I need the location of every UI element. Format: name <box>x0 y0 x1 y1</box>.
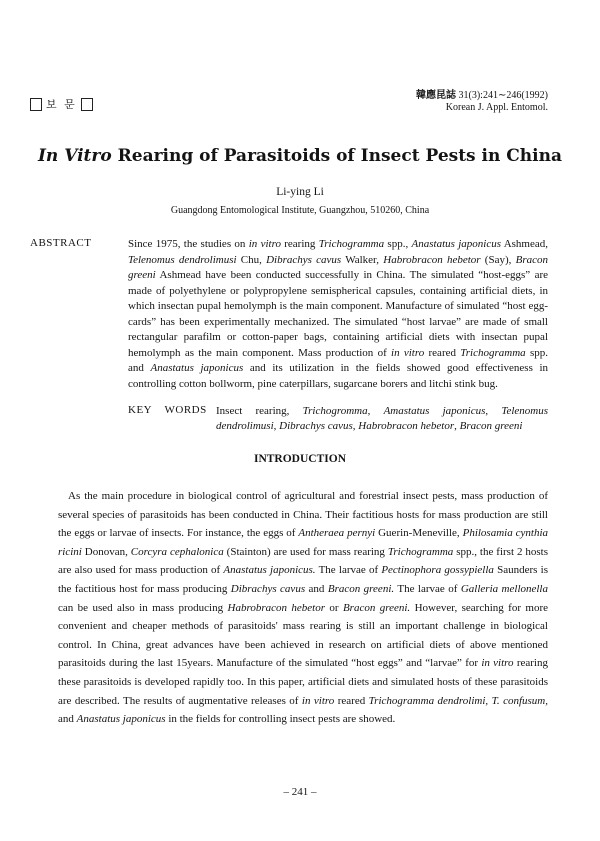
italic-term: Trichogramma <box>460 346 526 359</box>
text-run: and its utilization in the fields showed good effectiveness in controlling cotton bollworm, pine caterpillars, sugarcane borers and litchi stink bug. <box>128 362 549 390</box>
document-type-text: 보 문 <box>46 98 77 111</box>
text-run: , <box>352 420 359 432</box>
italic-term: Anastatus japonicus <box>411 238 501 250</box>
keywords-body <box>216 404 548 434</box>
keywords-label: KEY WORDS <box>128 404 207 416</box>
journal-citation <box>416 90 548 114</box>
text-run: and <box>305 582 328 595</box>
text-run: Ashmead have been conducted successfully in China. The simulated “host-eggs” are made of polyethylene or polypropylene semispherical capsules, containing artificial diets, in which insectan pupal hemolymph is the main component. Manufacture of simulated “host egg-cards” has been experimentally mechanized. The simulated “host larvae” are made of small rectangular parafilm or cotton-paper bags, containing artificial diets with insectan pupal hemolymph as the main component. Mass production of <box>128 269 548 359</box>
text-run: spp., the first 2 hosts are also used for mass production of <box>58 545 548 577</box>
text-run: reared <box>424 346 461 359</box>
italic-term: Bracon greeni. <box>342 601 411 614</box>
page-number: – 241 – <box>283 786 317 798</box>
text-run: Saunders is the factitious host for mass producing <box>58 564 549 595</box>
italic-term: Trichogramma dendrolimi, T. confusum, <box>368 694 548 707</box>
text-run: As the main procedure in biological control of agricultural and forestrial insect pests, mass production of several species of parasitoids has been conducted in China. Their factitious hosts for mass production are still the eggs or larvae of insects. For instance, the eggs of <box>58 490 548 540</box>
italic-term: Bracon greeni <box>128 253 548 281</box>
text-run: reared <box>334 694 369 707</box>
checkbox-left <box>30 98 42 111</box>
italic-term: in vitro <box>391 346 425 359</box>
text-run: The larvae of <box>315 564 382 577</box>
italic-term: Galleria mellonella <box>460 582 548 595</box>
checkbox-right <box>81 98 93 111</box>
introduction-heading: INTRODUCTION <box>253 453 346 465</box>
text-run: Guerin-Meneville, <box>375 527 463 540</box>
italic-term: in vitro <box>481 657 514 670</box>
text-run: However, searching for more convenient and cheaper methods of parasitoids' mass rearing is still an important challenge in biological control. In China, great advances have been achieved in research on artificial diets of above mentioned parasitoids during the last 15years. Manufacture of the simulated “host eggs” and “larvae” for <box>58 601 548 670</box>
text-run: Chu, <box>236 253 267 266</box>
article-title <box>0 146 600 166</box>
italic-term: Trichogramma <box>387 545 454 558</box>
text-run: The larvae of <box>394 582 461 595</box>
introduction-body <box>58 487 548 729</box>
text-run: can be used also in mass producing <box>58 601 228 614</box>
abstract-label: ABSTRACT <box>30 237 92 249</box>
article-title-rest: Rearing of Parasitoids of Insect Pests in China <box>111 146 563 166</box>
italic-term: Trichogramma <box>318 238 385 250</box>
text-run: , <box>273 420 280 432</box>
italic-term: Dibrachys cavus <box>266 253 342 266</box>
italic-term: Bracon greeni. <box>327 582 395 595</box>
text-run: Donovan, <box>81 545 131 558</box>
journal-english-name: Korean J. Appl. Entomol. <box>445 102 548 113</box>
journal-korean-name: 韓應昆誌 <box>416 90 457 101</box>
italic-term: Corcyra cephalonica <box>130 545 224 558</box>
author-affiliation: Guangdong Entomological Institute, Guangzhou, 510260, China <box>170 205 430 216</box>
document-type-label <box>30 96 93 112</box>
italic-term: Telenomus dendrolimusi <box>128 253 237 266</box>
italic-term: Habrobracon hebetor <box>227 601 325 614</box>
italic-term: Anastatus japonicus. <box>223 564 316 577</box>
italic-term: Telenomus dendrolimusi <box>216 405 549 432</box>
italic-term: Habrobracon hebetor <box>383 253 481 266</box>
text-run: , <box>485 405 502 417</box>
author-name: Li-ying Li <box>276 186 324 198</box>
text-run: (Say), <box>480 253 516 266</box>
text-run: Ashmead, <box>501 238 548 250</box>
text-run: , <box>454 420 460 432</box>
text-run: (Stainton) are used for mass rearing <box>223 545 388 558</box>
text-run: , <box>367 405 384 417</box>
italic-term: Dibrachys cavus <box>230 582 306 595</box>
italic-term: Habrobracon hebetor <box>358 420 455 432</box>
italic-term: in vitro <box>301 694 335 707</box>
italic-term: Anastatus japonicus <box>150 362 244 374</box>
italic-term: in vitro <box>248 238 281 250</box>
italic-term: Trichogromma <box>302 405 368 417</box>
italic-term: Philosamia cynthia ricini <box>58 527 548 558</box>
text-run: rearing <box>280 238 319 250</box>
text-run: spp. and <box>128 346 548 374</box>
text-run: Since 1975, the studies on <box>128 238 249 250</box>
italic-term: Dibrachys cavus <box>279 420 353 432</box>
text-run: or <box>324 601 343 614</box>
italic-term: Anastatus japonicus <box>76 713 166 726</box>
italic-term: Amastatus japonicus <box>383 405 486 417</box>
text-run: spp., <box>384 238 412 250</box>
text-run: rearing these parasitoids is developed rapidly too. In this paper, artificial diets and simulated hosts of these parasitoids are described. The results of augmentative releases of <box>58 657 548 707</box>
journal-volume-pages: 31(3):241∼246(1992) <box>458 90 548 101</box>
text-run: Walker, <box>341 253 384 266</box>
italic-term: Bracon greeni <box>459 420 523 432</box>
abstract-body <box>128 237 548 392</box>
text-run: in the fields for controlling insect pests are showed. <box>165 713 396 726</box>
article-title-italic: In Vitro <box>37 146 112 166</box>
text-run: Insect rearing, <box>216 405 303 417</box>
text-run: and <box>58 713 77 726</box>
italic-term: Pectinophora gossypiella <box>381 564 494 577</box>
italic-term: Antheraea pernyi <box>298 527 376 540</box>
